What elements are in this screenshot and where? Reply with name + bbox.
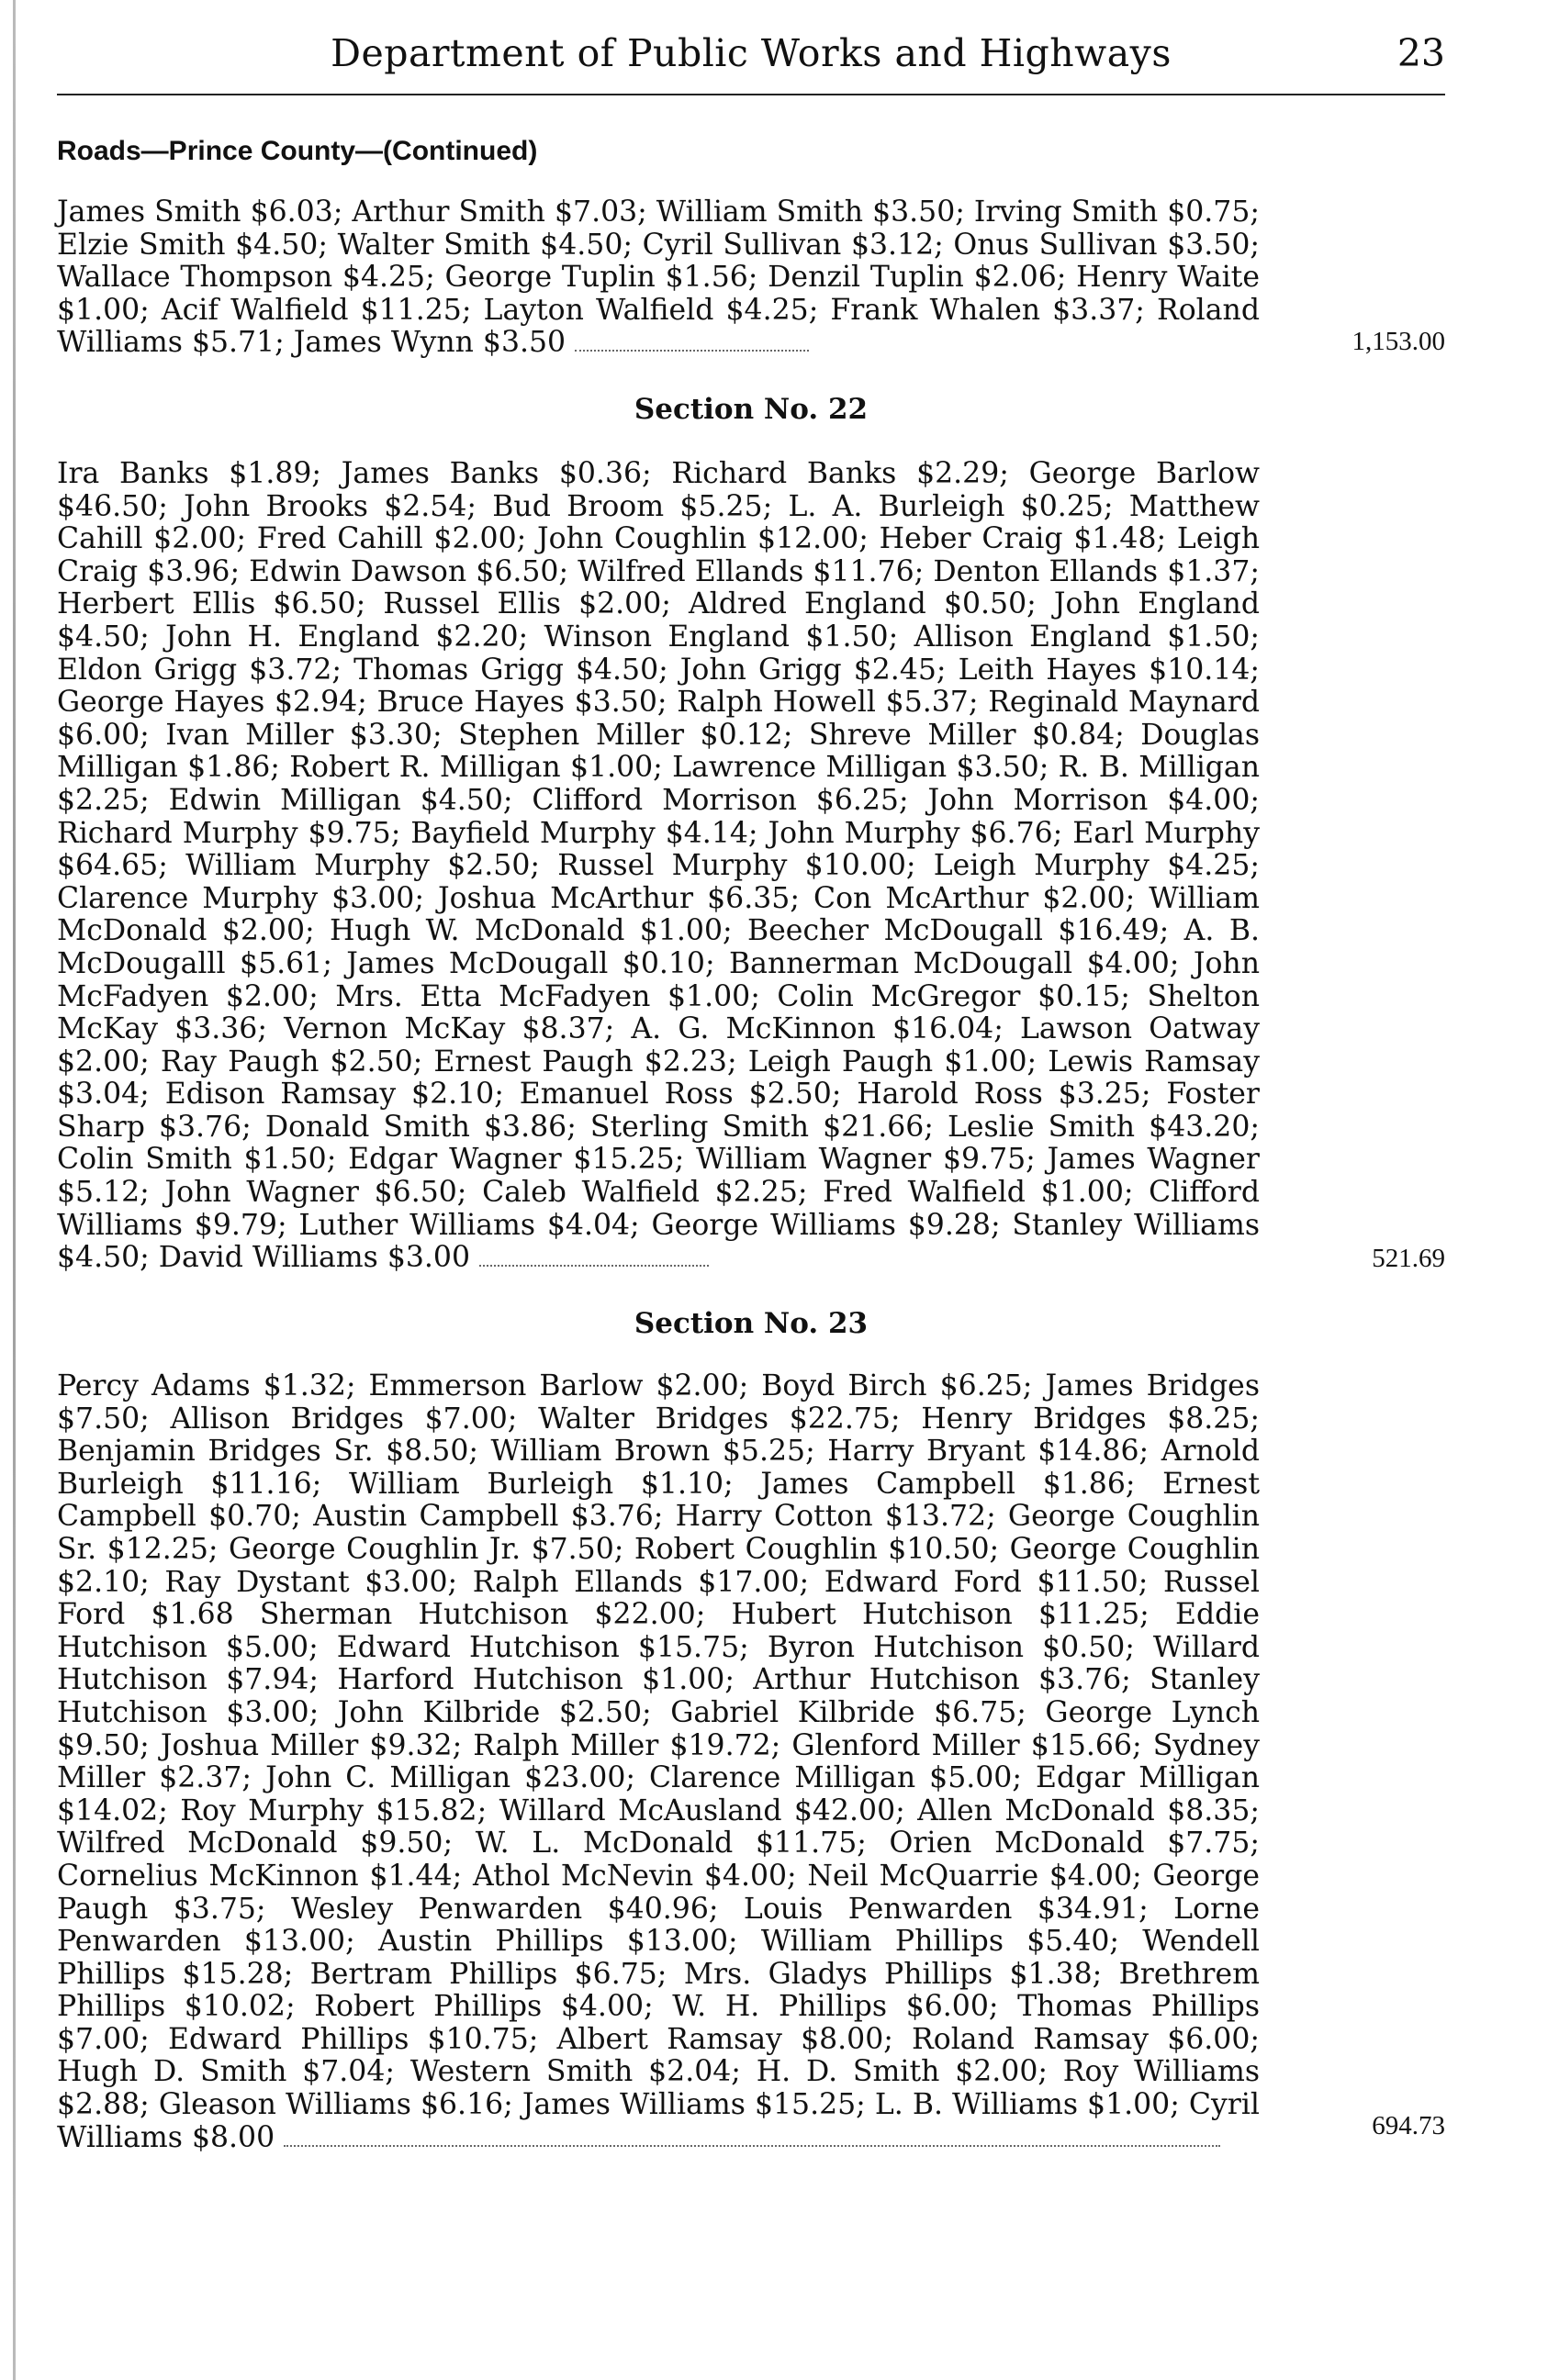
paragraph-text: Percy Adams $1.32; Emmerson Barlow $2.00; Boyd Birch $6.25; James Bridges $7.50; Allison Bridges $7.00; Walter Bridges $22.75; Henry Bridges $8.25; Benjamin Bridges Sr. $8.50; William Brown $5.25; Harry Bryant $14.86; Arnold Burleigh $11.16; William Burleigh $1.10; James Campbell $1.86; Ernest Campbell $0.70; Austin Campbell $3.76; Harry Cotton $13.72; George Coughlin Sr. $12.25; George Coughlin Jr. $7.50; Robert Coughlin $10.50; George Coughlin $2.10; Ray Dystant $3.00; Ralph Ellands $17.00; Edward Ford $11.50; Russel Ford $1.68 Sherman Hutchison $22.00; Hubert Hutchison $11.25; Eddie Hutchison $5.00; Edward Hutchison $15.75; Byron Hutchison $0.50; Willard Hutchison $7.94; Harford Hutchison $1.00; Arthur Hutchison $3.76; Stanley Hutchison $3.00; John Kilbride $2.50; Gabriel Kilbride $6.75; George Lynch $9.50; Joshua Miller $9.32; Ralph Miller $19.72; Glenford Miller $15.66; Sydney Miller $2.37; John C. Milligan $23.00; Clarence Milligan $5.00; Edgar Milligan $14.02; Roy Murphy $15.82; Willard McAusland $42.00; Allen McDonald $8.35; Wilfred McDonald $9.50; W. L. McDonald $11.75; Orien McDonald $7.75; Cornelius McKinnon $1.44; Athol McNevin $4.00; Neil McQuarrie $4.00; George Paugh $3.75; Wesley Penwarden $40.96; Louis Penwarden $34.91; Lorne Penwarden $13.00; Austin Phillips $13.00; William Phillips $5.40; Wendell Phillips $15.28; Bertram Phillips $6.75; Mrs. Gladys Phillips $1.38; Brethrem Phillips $10.02; Robert Phillips $4.00; W. H. Phillips $6.00; Thomas Phillips $7.00; Edward Phillips $10.75; Albert Ramsay $8.00; Roland Ramsay $6.00; Hugh D. Smith $7.04; Western Smith $2.04; H. D. Smith $2.00; Roy Williams $2.88; Gleason Williams $6.16; James Williams $15.25; L. B. Williams $1.00; Cyril Williams $8.00	[57, 1369, 1260, 2154]
payment-paragraph-22	[57, 458, 1260, 1275]
page-header	[57, 31, 1445, 86]
section-title-23: Section No. 23	[634, 1307, 869, 1340]
section-total-continued: 1,153.00	[1352, 327, 1445, 356]
section-heading: Roads—Prince County—(Continued)	[57, 136, 538, 166]
section-total-22: 521.69	[1372, 1244, 1445, 1273]
header-title: Department of Public Works and Highways	[331, 31, 1172, 75]
paragraph-text: Ira Banks $1.89; James Banks $0.36; Richard Banks $2.29; George Barlow $46.50; John Brooks $2.54; Bud Broom $5.25; L. A. Burleigh $0.25; Matthew Cahill $2.00; Fred Cahill $2.00; John Coughlin $12.00; Heber Craig $1.48; Leigh Craig $3.96; Edwin Dawson $6.50; Wilfred Ellands $11.76; Denton Ellands $1.37; Herbert Ellis $6.50; Russel Ellis $2.00; Aldred England $0.50; John England $4.50; John H. England $2.20; Winson England $1.50; Allison England $1.50; Eldon Grigg $3.72; Thomas Grigg $4.50; John Grigg $2.45; Leith Hayes $10.14; George Hayes $2.94; Bruce Hayes $3.50; Ralph Howell $5.37; Reginald Maynard $6.00; Ivan Miller $3.30; Stephen Miller $0.12; Shreve Miller $0.84; Douglas Milligan $1.86; Robert R. Milligan $1.00; Lawrence Milligan $3.50; R. B. Milligan $2.25; Edwin Milligan $4.50; Clifford Morrison $6.25; John Morrison $4.00; Richard Murphy $9.75; Bayfield Murphy $4.14; John Murphy $6.76; Earl Murphy $64.65; William Murphy $2.50; Russel Murphy $10.00; Leigh Murphy $4.25; Clarence Murphy $3.00; Joshua McArthur $6.35; Con McArthur $2.00; William McDonald $2.00; Hugh W. McDonald $1.00; Beecher McDougall $16.49; A. B. McDougalll $5.61; James McDougall $0.10; Bannerman McDougall $4.00; John McFadyen $2.00; Mrs. Etta McFadyen $1.00; Colin McGregor $0.15; Shelton McKay $3.36; Vernon McKay $8.37; A. G. McKinnon $16.04; Lawson Oatway $2.00; Ray Paugh $2.50; Ernest Paugh $2.23; Leigh Paugh $1.00; Lewis Ramsay $3.04; Edison Ramsay $2.10; Emanuel Ross $2.50; Harold Ross $3.25; Foster Sharp $3.76; Donald Smith $3.86; Sterling Smith $21.66; Leslie Smith $43.20; Colin Smith $1.50; Edgar Wagner $15.25; William Wagner $9.75; James Wagner $5.12; John Wagner $6.50; Caleb Walfield $2.25; Fred Walfield $1.00; Clifford Williams $9.79; Luther Williams $4.04; George Williams $9.28; Stanley Williams $4.50; David Williams $3.00	[57, 457, 1260, 1275]
page-number: 23	[1396, 31, 1445, 75]
dot-leader	[575, 332, 809, 352]
paragraph-text: James Smith $6.03; Arthur Smith $7.03; William Smith $3.50; Irving Smith $0.75; Elzie Smith $4.50; Walter Smith $4.50; Cyril Sullivan $3.12; Onus Sullivan $3.50; Wallace Thompson $4.25; George Tuplin $1.56; Denzil Tuplin $2.06; Henry Waite $1.00; Acif Walfield $11.25; Layton Walfield $4.25; Frank Whalen $3.37; Roland Williams $5.71; James Wynn $3.50	[57, 196, 1260, 360]
section-title-22: Section No. 22	[634, 393, 869, 426]
header-rule	[57, 94, 1445, 95]
scan-edge-line	[13, 0, 16, 2380]
dot-leader	[479, 1247, 709, 1267]
payment-paragraph-23	[57, 1370, 1260, 2154]
section-total-23: 694.73	[1372, 2111, 1445, 2140]
dot-leader	[284, 2128, 1220, 2147]
payment-paragraph-continued	[57, 196, 1260, 360]
